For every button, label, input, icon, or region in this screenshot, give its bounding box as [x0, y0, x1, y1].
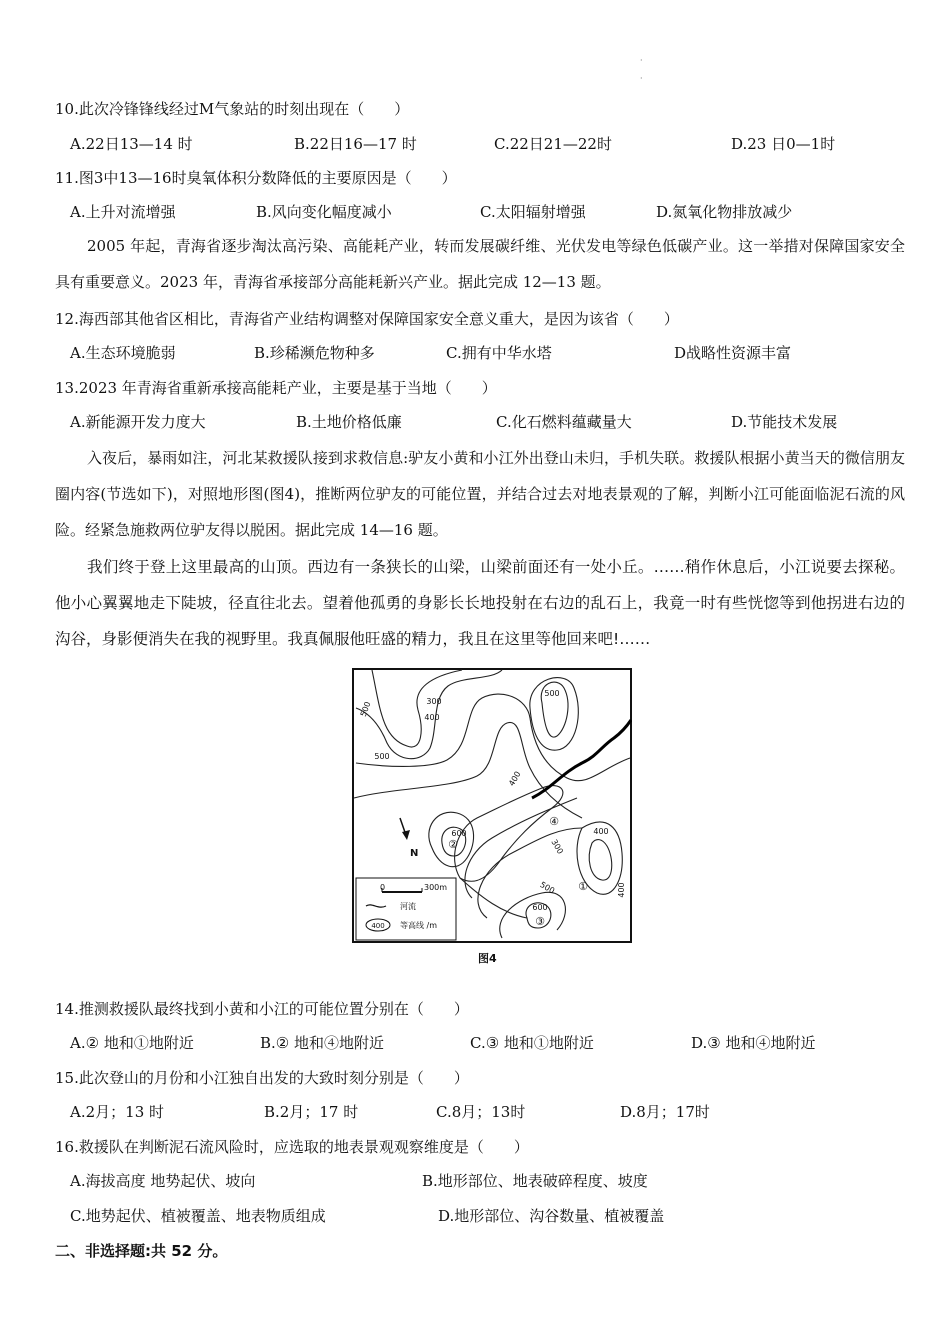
point-4-label: ④: [549, 815, 559, 828]
question-15-options: [70, 1102, 930, 1122]
scale-length: 300m: [424, 883, 448, 892]
contour-label: 300: [426, 697, 442, 706]
option-c: C.拥有中华水塔: [446, 344, 552, 362]
option-a: A.新能源开发力度大: [70, 413, 206, 431]
option-c: C.太阳辐射增强: [480, 203, 586, 221]
question-16-options-row1: [70, 1171, 930, 1191]
moments-excerpt: 我们终于登上这里最高的山顶。西边有一条狭长的山梁，山梁前面还有一处小丘。……稍作休息后，小江说要去探秘。他小心翼翼地走下陡坡，径直往北去。望着他孤勇的身影长长地投射在右边的乱石上，我竟一时有些恍惚等到他拐进右边的沟谷，身影便消失在我的视野里。我真佩服他旺盛的精力，我且在这里等他回来吧!……: [55, 558, 905, 648]
question-13-options: [70, 412, 930, 432]
question-10-options: [70, 134, 930, 154]
section-heading: 二、非选择题:共 52 分。: [55, 1242, 228, 1260]
contour-label: 500: [358, 700, 373, 718]
contour-label: 400: [593, 827, 609, 836]
point-1-label: ①: [578, 880, 588, 893]
option-b: B.② 地和④地附近: [260, 1034, 385, 1052]
option-c: C.③ 地和①地附近: [470, 1034, 594, 1052]
legend-river: 河流: [400, 902, 416, 911]
question-15-stem: 15.此次登山的月份和小江独自出发的大致时刻分别是（ ）: [55, 1069, 469, 1087]
north-label: N: [410, 848, 419, 859]
topographic-map: [352, 668, 632, 943]
question-16-options-row2: [70, 1206, 930, 1226]
question-11-options: [70, 202, 930, 222]
option-b: B.土地价格低廉: [296, 413, 402, 431]
option-a: A.② 地和①地附近: [70, 1034, 194, 1052]
contour-label: 600: [451, 829, 467, 838]
scale-zero: 0: [380, 883, 386, 892]
option-c: C.8月；13时: [436, 1103, 526, 1121]
point-3-label: ③: [535, 915, 545, 928]
question-16-stem: 16.救援队在判断泥石流风险时，应选取的地表景观观察维度是（ ）: [55, 1138, 529, 1156]
question-14-options: [70, 1033, 930, 1053]
option-b: B.22日16—17 时: [294, 135, 417, 153]
question-12-options: [70, 343, 930, 363]
figure-caption: 图4: [478, 952, 497, 965]
passage-14-16: 入夜后，暴雨如注，河北某救援队接到求救信息:驴友小黄和小江外出登山未归，手机失联。救援队根据小黄当天的微信朋友圈内容(节选如下)，对照地形图(图4)，推断两位驴友的可能位置，并结合过去对地表景观的了解，判断小江可能面临泥石流的风险。经紧急施救两位驴友得以脱困。据此完成 14—16 题。: [55, 449, 905, 539]
option-a: A.生态环境脆弱: [70, 344, 176, 362]
option-d: D战略性资源丰富: [674, 344, 792, 362]
point-2-label: ②: [448, 838, 458, 851]
contour-label: 600: [532, 903, 548, 912]
option-d: D.8月；17时: [620, 1103, 710, 1121]
contour-label: 500: [374, 752, 390, 761]
question-12-stem: 12.海西部其他省区相比，青海省产业结构调整对保障国家安全意义重大，是因为该省（ ）: [55, 310, 679, 328]
question-10-stem: 10.此次冷锋锋线经过M气象站的时刻出现在（ ）: [55, 100, 410, 118]
option-b: B.珍稀濒危物种多: [254, 344, 375, 362]
option-d: D.节能技术发展: [731, 413, 838, 431]
legend-contour: 等高线 /m: [400, 921, 438, 930]
option-a: A.2月；13 时: [70, 1103, 164, 1121]
contour-label: 300: [549, 837, 565, 856]
option-a: A.海拔高度 地势起伏、坡向: [70, 1172, 256, 1190]
option-d: D.地形部位、沟谷数量、植被覆盖: [438, 1207, 665, 1225]
contour-label: 400: [617, 882, 626, 898]
legend-contour-sample: 400: [371, 922, 385, 930]
option-b: B.地形部位、地表破碎程度、坡度: [422, 1172, 648, 1190]
option-b: B.风向变化幅度减小: [256, 203, 392, 221]
map-legend: [356, 878, 456, 940]
contour-label: 400: [424, 713, 440, 722]
page-mark: ·: [640, 56, 643, 65]
option-a: A.22日13—14 时: [70, 135, 193, 153]
option-d: D.23 日0—1时: [731, 135, 836, 153]
option-c: C.化石燃料蕴藏量大: [496, 413, 632, 431]
contour-label: 500: [544, 689, 560, 698]
page-mark: ·: [640, 74, 643, 83]
question-14-stem: 14.推测救援队最终找到小黄和小江的可能位置分别在（ ）: [55, 1000, 469, 1018]
option-d: D.氮氧化物排放减少: [656, 203, 793, 221]
option-b: B.2月；17 时: [264, 1103, 359, 1121]
passage-12-13: 2005 年起，青海省逐步淘汰高污染、高能耗产业，转而发展碳纤维、光伏发电等绿色低碳产业。这一举措对保障国家安全具有重要意义。2023 年，青海省承接部分高能耗新兴产业。据此完成 12—13 题。: [55, 237, 905, 291]
contour-label: 400: [507, 769, 523, 788]
option-c: C.22日21—22时: [494, 135, 612, 153]
question-11-stem: 11.图3中13—16时臭氧体积分数降低的主要原因是（ ）: [55, 169, 457, 187]
option-c: C.地势起伏、植被覆盖、地表物质组成: [70, 1207, 326, 1225]
contour-label: 500: [538, 880, 557, 896]
option-d: D.③ 地和④地附近: [691, 1034, 816, 1052]
option-a: A.上升对流增强: [70, 203, 176, 221]
question-13-stem: 13.2023 年青海省重新承接高能耗产业，主要是基于当地（ ）: [55, 379, 497, 397]
